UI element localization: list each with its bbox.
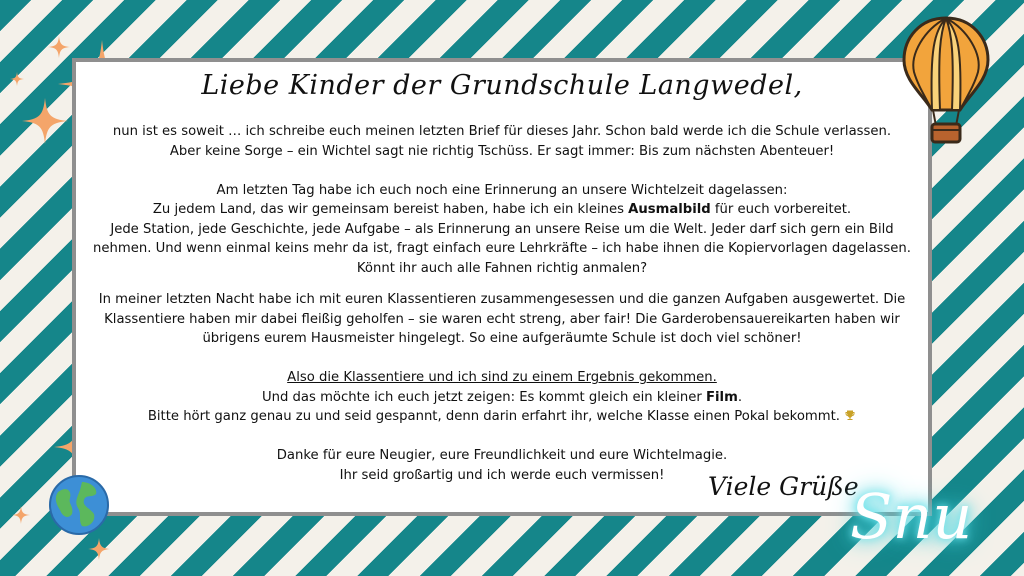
paragraph-4-line-1: Also die Klassentiere und ich sind zu einem Ergebnis gekommen. (287, 370, 717, 385)
sparkle-icon (12, 506, 30, 524)
paragraph-2-line-3: Jede Station, jede Geschichte, jede Aufgabe – als Erinnerung an unsere Reise um die Welt. Jeder darf sich gern ein Bild nehmen. Und wenn einmal keins mehr da ist, fragt einfach eure Lehrkräfte – ich habe ihnen die Kopiervorlagen dagelassen. Könnt ihr auch alle Fahnen richtig anmalen? (93, 221, 911, 276)
paragraph-1-line-2: Aber keine Sorge – ein Wichtel sagt nie richtig Tschüss. Er sagt immer: Bis zum nächsten Abenteuer! (169, 143, 835, 159)
letter-title: Liebe Kinder der Grundschule Langwedel, (201, 70, 803, 101)
paragraph-1-line-1: nun ist es soweit … ich schreibe euch meinen letzten Brief für dieses Jahr. Schon bald werde ich die Schule verlassen. (112, 124, 892, 139)
paragraph-5-line-1: Danke für eure Neugier, eure Freundlichkeit und eure Wichtelmagie. (276, 448, 728, 463)
paragraph-4-text: Bitte hört ganz genau zu und seid gespannt, denn darin erfahrt ihr, welche Klasse einen Pokal bekommt. (147, 409, 840, 424)
sparkle-icon (88, 538, 110, 560)
paragraph-5-line-2: Ihr seid großartig und ich werde euch vermissen! (339, 467, 665, 483)
sparkle-icon (48, 36, 70, 58)
ausmalbild-emphasis: Ausmalbild (628, 202, 711, 217)
paragraph-2-text: für euch vorbereitet. (710, 202, 852, 217)
hot-air-balloon-icon (900, 14, 992, 148)
paragraph-3: In meiner letzten Nacht habe ich mit euren Klassentieren zusammengesessen und die ganzen Aufgaben ausgewertet. Die Klassentiere haben mir dabei fleißig geholfen – sie waren echt streng, aber fair! Die Garderobensauereikarten haben wir übrigens eurem Hausmeister hingelegt. So eine aufgeräumte Schule ist doch viel schöner! (98, 292, 906, 346)
paragraph-4-line-2 (90, 388, 914, 408)
film-emphasis: Film (706, 389, 738, 405)
paragraph-2-line-2 (90, 200, 914, 220)
paragraph-2-line-1: Am letzten Tag habe ich euch noch eine Erinnerung an unsere Wichtelzeit dagelassen: (216, 182, 788, 198)
paragraph-4-line-3 (90, 407, 914, 427)
globe-icon (48, 474, 110, 536)
paragraph-2-text: Zu jedem Land, das wir gemeinsam bereist haben, habe ich ein kleines (152, 202, 629, 217)
signature: Snu (850, 480, 973, 553)
closing-greeting: Viele Grüße (708, 472, 859, 501)
paragraph-4-text: . (737, 389, 743, 405)
paragraph-4-text: Und das möchte ich euch jetzt zeigen: Es kommt gleich ein kleiner (261, 389, 707, 405)
sparkle-icon (10, 72, 24, 86)
letter-card (72, 58, 932, 516)
trophy-icon (844, 409, 856, 421)
sparkle-icon (22, 98, 68, 144)
letter-body (90, 122, 914, 485)
